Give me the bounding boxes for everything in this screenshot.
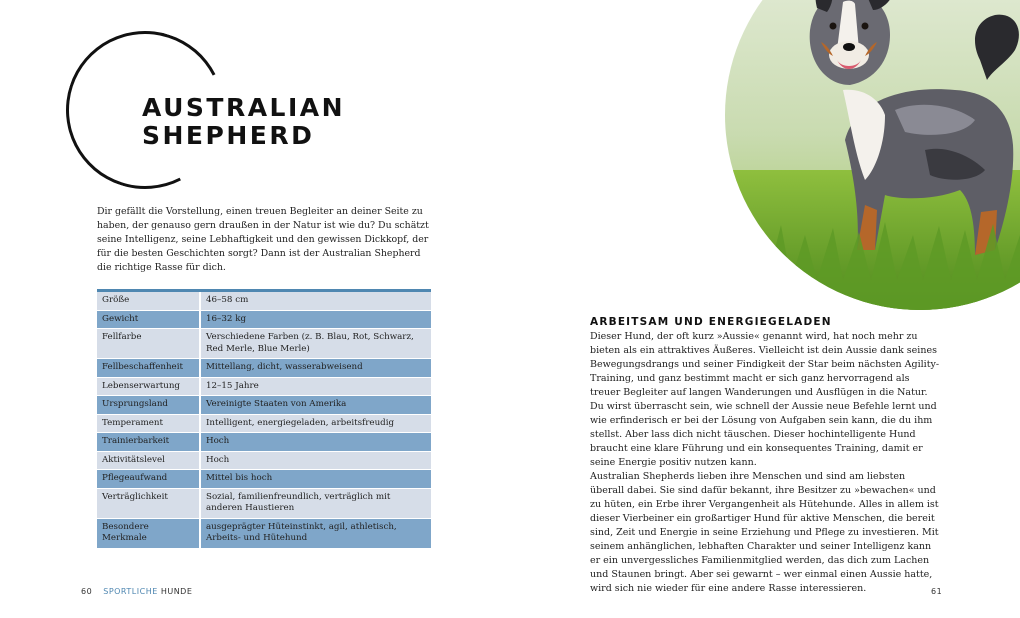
page-footer-right: [931, 587, 942, 596]
dog-photo: [725, 0, 1020, 310]
table-row: [97, 452, 431, 471]
fact-label: Besondere Merkmale: [97, 519, 201, 548]
fact-label: Fellbeschaffenheit: [97, 359, 201, 377]
table-row: [97, 415, 431, 434]
fact-value: ausgeprägter Hüteinstinkt, agil, athletisch, Arbeits- und Hütehund: [206, 521, 397, 543]
fact-label: Pflegeaufwand: [97, 470, 201, 488]
table-row: [97, 311, 431, 330]
page-number: 61: [931, 587, 943, 596]
breed-facts-table: [97, 289, 431, 549]
table-row: [97, 359, 431, 378]
title-line-2: SHEPHERD: [142, 121, 315, 150]
fact-label: Gewicht: [97, 311, 201, 329]
fact-value: Intelligent, energiegeladen, arbeitsfreudig: [206, 417, 395, 428]
table-row: [97, 396, 431, 415]
fact-value: 16–32 kg: [206, 313, 247, 324]
body-text: [590, 330, 943, 596]
table-row: [97, 329, 431, 359]
fact-value: 46–58 cm: [206, 295, 249, 305]
fact-label: Lebenserwartung: [97, 378, 201, 396]
right-page: [510, 0, 1020, 618]
fact-label: Verträglichkeit: [97, 489, 201, 518]
page-number: 60: [81, 587, 93, 596]
fact-label: Temperament: [97, 415, 201, 433]
section-heading: ARBEITSAM UND ENERGIEGELADEN: [590, 316, 832, 328]
fact-label: Fellfarbe: [97, 329, 201, 358]
table-row: [97, 433, 431, 452]
page-footer-left: [81, 587, 192, 596]
fact-value: Hoch: [206, 436, 230, 446]
fact-value: Mittel bis hoch: [206, 473, 273, 483]
table-row: [97, 470, 431, 489]
fact-value: Mittellang, dicht, wasserabweisend: [206, 362, 363, 372]
table-row: [97, 378, 431, 397]
table-row: [97, 292, 431, 311]
title-line-1: AUSTRALIAN: [142, 93, 346, 122]
table-row: [97, 519, 431, 549]
body-paragraph-2: Australian Shepherds lieben ihre Menschen und sind am liebsten überall dabei. Sie sind dafür bekannt, ihre Besitzer zu »bewachen« und zu hüten, ein Erbe ihrer Vergangenheit als Hütehunde. Alles in allem ist dieser Vierbeiner ein großartiger Hund für aktive Menschen, die bereit sind, Zeit und Energie in seine Erziehung und Pflege zu investieren. Mit seinem anhänglichen, lebhaften Charakter und seiner Intelligenz kann er ein unvergessliches Familienmitglied werden, das dich zum Lachen und Staunen bringt. Aber sei gewarnt – wer einmal einen Aussie hatte, wird sich nie wieder für eine andere Rasse interessieren.: [590, 471, 939, 594]
fact-value: 12–15 Jahre: [206, 380, 259, 391]
dog-illustration: [725, 0, 1020, 310]
fact-value: Sozial, familienfreundlich, verträglich mit anderen Haustieren: [206, 491, 391, 513]
fact-label: Trainierbarkeit: [97, 433, 201, 451]
fact-label: Aktivitätslevel: [97, 452, 201, 470]
section-name-part2: HUNDE: [160, 587, 193, 596]
table-row: [97, 489, 431, 519]
body-paragraph-1: Dieser Hund, der oft kurz »Aussie« genannt wird, hat noch mehr zu bieten als ein attraktives Äußeres. Vielleicht ist dein Aussie dank seines Bewegungsdrangs und seiner Findigkeit der Star beim nächsten Agility-Training, und ganz bestimmt macht er sich ganz hervorragend als treuer Begleiter auf langen Wanderungen und Ausflügen in die Natur. Du wirst überrascht sein, wie schnell der Aussie neue Befehle lernt und wie erfinderisch er bei der Lösung von Aufgaben sein kann, die du ihm stellst. Aber lass dich nicht täuschen. Dieser hochintelligente Hund braucht eine klare Führung und ein konsequentes Training, damit er seine Energie positiv nutzen kann.: [590, 331, 940, 468]
fact-value: Verschiedene Farben (z. B. Blau, Rot, Schwarz, Red Merle, Blue Merle): [206, 332, 414, 354]
section-name-part1: SPORTLICHE: [103, 587, 158, 596]
fact-value: Vereinigte Staaten von Amerika: [206, 399, 347, 409]
fact-label: Größe: [97, 292, 201, 310]
intro-paragraph: Dir gefällt die Vorstellung, einen treuen Begleiter an deiner Seite zu haben, der genauso gern draußen in der Natur ist wie du? Du schätzt seine Intelligenz, seine Lebhaftigkeit und den gewissen Dickkopf, der für die besten Geschichten sorgt? Dann ist der Australian Shepherd die richtige Rasse für dich.: [97, 206, 429, 273]
fact-label: Ursprungsland: [97, 396, 201, 414]
page-title: [142, 94, 345, 150]
fact-value: Hoch: [206, 454, 230, 465]
